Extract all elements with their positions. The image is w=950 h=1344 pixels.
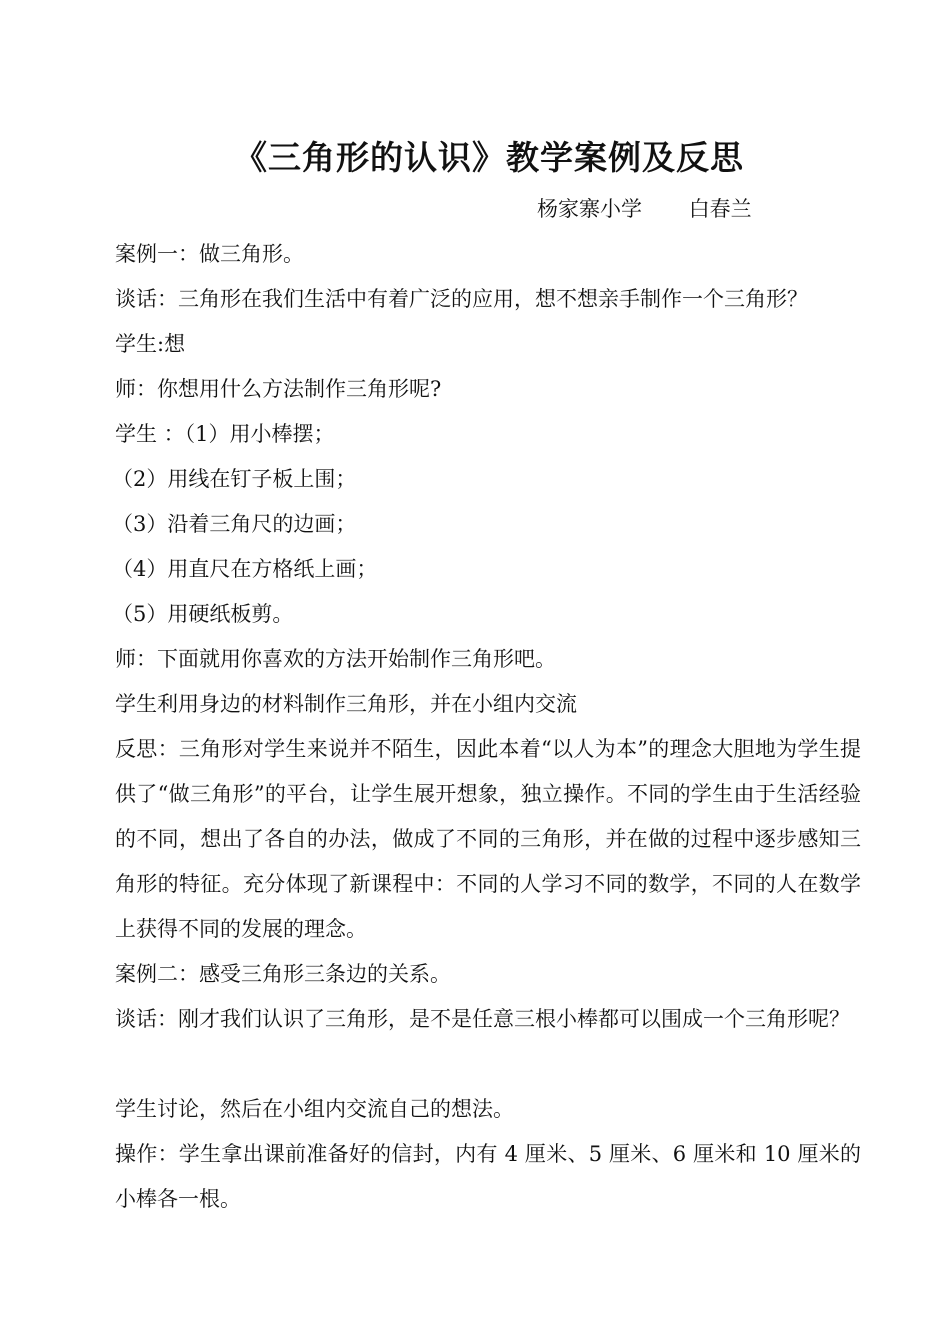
case1-heading: 案例一：做三角形。 <box>115 242 304 266</box>
case1-student-answer: 学生:想 <box>115 332 186 356</box>
document-body <box>112 232 865 1222</box>
case1-method-2: （2）用线在钉子板上围； <box>112 467 357 491</box>
blank-line <box>115 1042 865 1087</box>
case1-method-1: 学生 ：（1）用小棒摆； <box>115 422 335 446</box>
case2-talk: 谈话：刚才我们认识了三角形，是不是任意三根小棒都可以围成一个三角形呢？ <box>115 1007 850 1031</box>
case1-method-4: （4）用直尺在方格纸上画； <box>112 557 378 581</box>
case1-teacher-question: 师：你想用什么方法制作三角形呢? <box>115 377 442 401</box>
case2-heading: 案例二：感受三角形三条边的关系。 <box>115 962 451 986</box>
author-school: 杨家寨小学 <box>537 197 642 221</box>
case1-activity: 学生利用身边的材料制作三角形，并在小组内交流 <box>115 692 577 716</box>
case1-talk: 谈话：三角形在我们生活中有着广泛的应用，想不想亲手制作一个三角形？ <box>115 287 808 311</box>
case1-teacher-instruction: 师：下面就用你喜欢的方法开始制作三角形吧。 <box>115 647 556 671</box>
author-line <box>537 193 752 223</box>
document-title: 《三角形的认识》教学案例及反思 <box>234 138 744 177</box>
case1-reflection: 反思：三角形对学生来说并不陌生，因此本着“以人为本”的理念大胆地为学生提供了“做三角形”的平台，让学生展开想象，独立操作。不同的学生由于生活经验的不同，想出了各自的办法，做成了不同的三角形，并在做的过程中逐步感知三角形的特征。充分体现了新课程中：不同的人学习不同的数学，不同的人在数学上获得不同的发展的理念。 <box>115 737 861 941</box>
case2-discussion: 学生讨论，然后在小组内交流自己的想法。 <box>115 1097 514 1121</box>
case2-operation: 操作：学生拿出课前准备好的信封，内有 4 厘米、5 厘米、6 厘米和 10 厘米的小棒各一根。 <box>115 1142 861 1211</box>
author-name: 白春兰 <box>688 197 752 221</box>
case1-method-5: （5）用硬纸板剪。 <box>112 602 294 626</box>
case1-method-3: （3）沿着三角尺的边画； <box>112 512 357 536</box>
